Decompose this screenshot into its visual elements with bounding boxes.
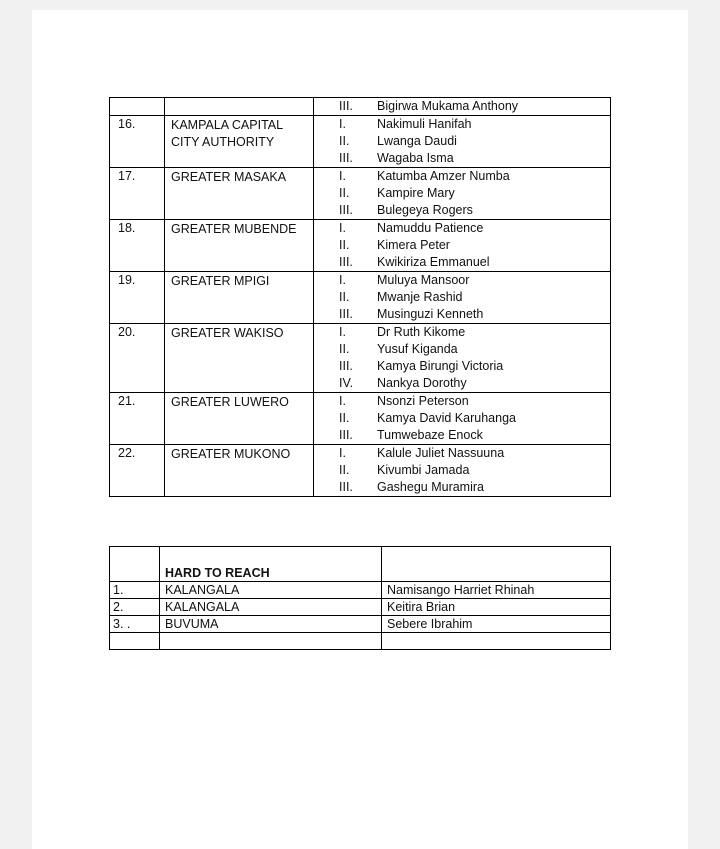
member-name: Nakimuli Hanifah <box>377 117 472 131</box>
member-roman-numeral: III. <box>339 99 353 113</box>
member-roman-numeral: I. <box>339 394 346 408</box>
table-row <box>110 393 611 445</box>
member-roman-numeral: III. <box>339 307 353 321</box>
member-entry <box>314 324 610 341</box>
table-row <box>110 272 611 324</box>
member-name: Katumba Amzer Numba <box>377 169 510 183</box>
member-roman-numeral: I. <box>339 325 346 339</box>
member-name: Keitira Brian <box>382 599 611 616</box>
member-entry <box>314 341 610 358</box>
members-cell <box>314 324 611 393</box>
member-name: Bigirwa Mukama Anthony <box>377 99 519 113</box>
member-name: Kamya David Karuhanga <box>377 411 516 425</box>
member-roman-numeral: I. <box>339 221 346 235</box>
row-number: 1. <box>110 582 160 599</box>
members-cell <box>314 98 611 116</box>
member-name <box>382 633 611 650</box>
member-entry <box>314 479 610 496</box>
member-entry <box>314 116 610 133</box>
member-roman-numeral: III. <box>339 480 353 494</box>
member-entry <box>314 375 610 392</box>
header-number-cell <box>110 547 160 582</box>
table-row <box>110 98 611 116</box>
member-name: Nsonzi Peterson <box>377 394 469 408</box>
row-number: 2. <box>110 599 160 616</box>
row-number: 16. <box>110 116 165 168</box>
regions-table <box>109 97 611 497</box>
member-roman-numeral: I. <box>339 273 346 287</box>
district-name <box>160 633 382 650</box>
member-roman-numeral: III. <box>339 203 353 217</box>
member-entry <box>314 185 610 202</box>
member-name: Kivumbi Jamada <box>377 463 470 477</box>
region-name <box>165 98 314 116</box>
member-entry <box>314 289 610 306</box>
member-name: Kamya Birungi Victoria <box>377 359 504 373</box>
region-name: GREATER WAKISO <box>165 324 314 393</box>
member-entry <box>314 445 610 462</box>
member-name: Mwanje Rashid <box>377 290 463 304</box>
hard-to-reach-heading: HARD TO REACH <box>160 547 382 582</box>
member-name: Dr Ruth Kikome <box>377 325 466 339</box>
member-name: Nankya Dorothy <box>377 376 467 390</box>
member-name: Gashegu Muramira <box>377 480 484 494</box>
member-name: Kalule Juliet Nassuuna <box>377 446 505 460</box>
members-cell <box>314 220 611 272</box>
member-entry <box>314 98 610 115</box>
member-name: Wagaba Isma <box>377 151 454 165</box>
members-cell <box>314 116 611 168</box>
region-name: KAMPALA CAPITAL CITY AUTHORITY <box>165 116 314 168</box>
member-roman-numeral: IV. <box>339 376 354 390</box>
member-roman-numeral: II. <box>339 238 350 252</box>
member-entry <box>314 306 610 323</box>
member-roman-numeral: I. <box>339 446 346 460</box>
region-name: GREATER MPIGI <box>165 272 314 324</box>
member-entry <box>314 462 610 479</box>
table-row <box>110 220 611 272</box>
document-page <box>32 10 688 849</box>
member-name: Yusuf Kiganda <box>377 342 458 356</box>
member-name: Lwanga Daudi <box>377 134 457 148</box>
row-number <box>110 98 165 116</box>
row-number: 22. <box>110 445 165 497</box>
row-number: 20. <box>110 324 165 393</box>
member-entry <box>314 272 610 289</box>
member-entry <box>314 254 610 271</box>
members-cell <box>314 168 611 220</box>
region-name: GREATER MUKONO <box>165 445 314 497</box>
table-row <box>110 116 611 168</box>
member-name: Kampire Mary <box>377 186 455 200</box>
table-row <box>110 324 611 393</box>
member-roman-numeral: II. <box>339 463 350 477</box>
member-entry <box>314 202 610 219</box>
member-roman-numeral: III. <box>339 151 353 165</box>
table-row <box>110 168 611 220</box>
regions-table-body <box>110 98 611 497</box>
row-number: 18. <box>110 220 165 272</box>
member-name: Sebere Ibrahim <box>382 616 611 633</box>
member-roman-numeral: I. <box>339 117 346 131</box>
members-cell <box>314 272 611 324</box>
header-name-cell <box>382 547 611 582</box>
table-row <box>110 633 611 650</box>
district-name: KALANGALA <box>160 582 382 599</box>
table-row <box>110 616 611 633</box>
member-roman-numeral: II. <box>339 411 350 425</box>
region-name: GREATER MUBENDE <box>165 220 314 272</box>
members-cell <box>314 393 611 445</box>
row-number: 17. <box>110 168 165 220</box>
member-roman-numeral: II. <box>339 186 350 200</box>
hard-to-reach-table <box>109 546 611 650</box>
member-entry <box>314 410 610 427</box>
member-roman-numeral: II. <box>339 134 350 148</box>
member-name: Tumwebaze Enock <box>377 428 483 442</box>
row-number: 3. . <box>110 616 160 633</box>
member-roman-numeral: II. <box>339 342 350 356</box>
row-number: 21. <box>110 393 165 445</box>
member-name: Namisango Harriet Rhinah <box>382 582 611 599</box>
row-number: 19. <box>110 272 165 324</box>
member-roman-numeral: II. <box>339 290 350 304</box>
member-entry <box>314 150 610 167</box>
member-name: Musinguzi Kenneth <box>377 307 484 321</box>
district-name: BUVUMA <box>160 616 382 633</box>
member-name: Namuddu Patience <box>377 221 484 235</box>
member-name: Kwikiriza Emmanuel <box>377 255 490 269</box>
row-number <box>110 633 160 650</box>
member-entry <box>314 393 610 410</box>
hard-to-reach-table-body <box>110 582 611 650</box>
member-entry <box>314 220 610 237</box>
member-name: Muluya Mansoor <box>377 273 470 287</box>
member-roman-numeral: III. <box>339 428 353 442</box>
member-entry <box>314 133 610 150</box>
district-name: KALANGALA <box>160 599 382 616</box>
members-cell <box>314 445 611 497</box>
region-name: GREATER LUWERO <box>165 393 314 445</box>
member-entry <box>314 237 610 254</box>
region-name: GREATER MASAKA <box>165 168 314 220</box>
member-entry <box>314 358 610 375</box>
member-name: Kimera Peter <box>377 238 450 252</box>
member-roman-numeral: I. <box>339 169 346 183</box>
hard-to-reach-header-row <box>110 547 611 582</box>
member-name: Bulegeya Rogers <box>377 203 473 217</box>
member-roman-numeral: III. <box>339 359 353 373</box>
table-row <box>110 599 611 616</box>
table-row <box>110 445 611 497</box>
member-roman-numeral: III. <box>339 255 353 269</box>
table-row <box>110 582 611 599</box>
member-entry <box>314 168 610 185</box>
member-entry <box>314 427 610 444</box>
